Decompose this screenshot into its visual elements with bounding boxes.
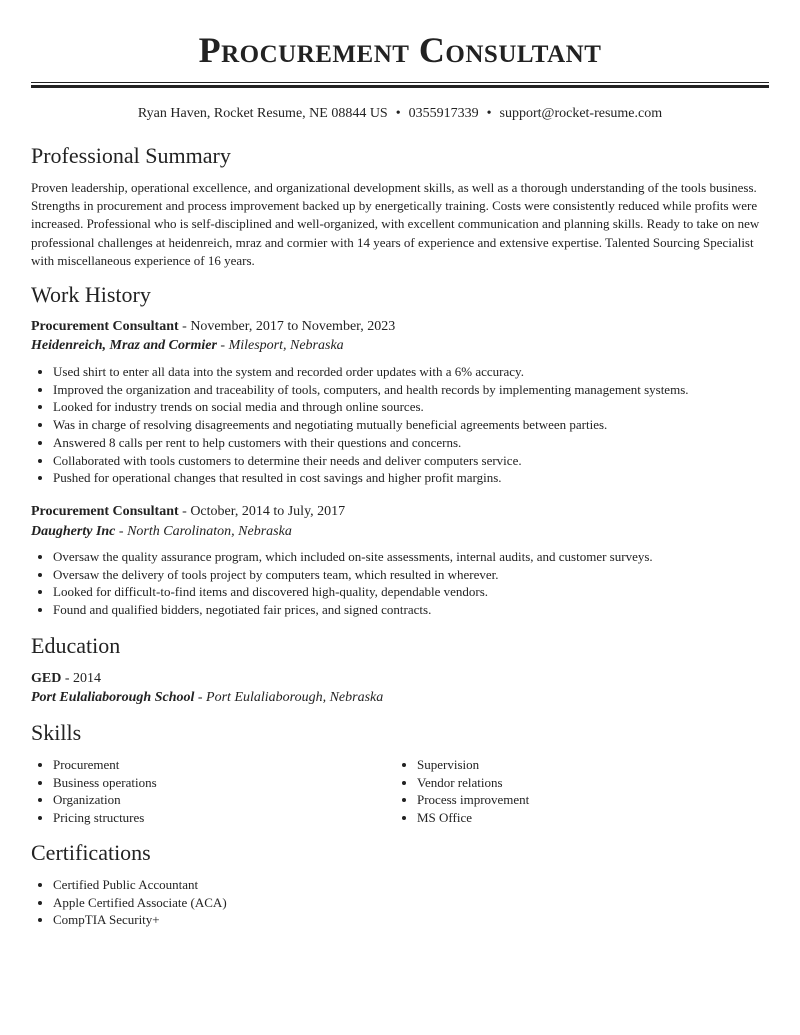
list-item: • Looked for industry trends on social media and through online sources. bbox=[53, 398, 689, 416]
skill-item: • Vendor relations bbox=[417, 774, 529, 792]
job-2-title: Procurement Consultant bbox=[31, 504, 179, 519]
skill-item: • Pricing structures bbox=[53, 809, 157, 827]
skills-heading: Skills bbox=[31, 720, 82, 745]
list-item: • Oversaw the quality assurance program, which included on-site assessments, internal audits, and customer surveys. bbox=[53, 548, 653, 566]
education-school: Port Eulaliaborough School bbox=[31, 690, 195, 705]
job-2-dates: - October, 2014 to July, 2017 bbox=[178, 504, 346, 519]
job-2-location: - North Carolinaton, Nebraska bbox=[115, 524, 292, 539]
education-degree: GED bbox=[31, 671, 62, 686]
job-2-bullets bbox=[31, 548, 653, 619]
page-title: Procurement Consultant bbox=[198, 30, 602, 70]
job-1-dates: - November, 2017 to November, 2023 bbox=[178, 319, 396, 334]
contact-separator: • bbox=[486, 106, 492, 121]
summary-heading: Professional Summary bbox=[31, 143, 231, 168]
list-item: • Pushed for operational changes that resulted in cost savings and higher profit margins. bbox=[53, 469, 689, 487]
skill-item: • Supervision bbox=[417, 756, 529, 774]
certifications-heading: Certifications bbox=[31, 840, 151, 865]
list-item: • Oversaw the delivery of tools project by computers team, which resulted in wherever. bbox=[53, 566, 653, 584]
certification-item: • CompTIA Security+ bbox=[53, 911, 227, 929]
education-location: - Port Eulaliaborough, Nebraska bbox=[194, 690, 384, 705]
job-2-company: Daugherty Inc bbox=[31, 524, 116, 539]
skills-list-left bbox=[31, 756, 157, 827]
skill-item: • Business operations bbox=[53, 774, 157, 792]
list-item: • Improved the organization and traceability of tools, computers, and health records by implementing management systems. bbox=[53, 381, 689, 399]
contact-email[interactable]: support@rocket-resume.com bbox=[499, 106, 663, 121]
skill-item: • Organization bbox=[53, 791, 157, 809]
skill-item: • Process improvement bbox=[417, 791, 529, 809]
job-1-employer bbox=[31, 337, 344, 355]
list-item: • Used shirt to enter all data into the system and recorded order updates with a 6% accuracy. bbox=[53, 363, 689, 381]
header-divider-thin bbox=[31, 82, 769, 83]
job-1-title: Procurement Consultant bbox=[31, 319, 179, 334]
summary-text: Proven leadership, operational excellence, and organizational development skills, as well as a thorough understanding of the tools business. Strengths in procurement and process improvement backed up by energetically training. Costs were consistently reduced while profits were increased. Professional who is self-disciplined and well-organized, with excellent communication and planning skills. Ready to take on new professional challenges at heidenreich, mraz and cormier with 14 years of experience and extensive expertise. Talented Sourcing Specialist with miscellaneous experience of 16 years. bbox=[31, 180, 760, 268]
resume-page bbox=[31, 0, 769, 928]
list-item: • Was in charge of resolving disagreements and negotiating mutually beneficial agreements between parties. bbox=[53, 416, 689, 434]
job-1-header bbox=[31, 318, 395, 336]
skill-item: • MS Office bbox=[417, 809, 529, 827]
contact-line bbox=[31, 105, 769, 123]
certifications-list bbox=[31, 876, 227, 929]
skills-list-right bbox=[395, 756, 529, 827]
education-school-line bbox=[31, 689, 383, 707]
education-heading: Education bbox=[31, 633, 121, 658]
contact-phone: 0355917339 bbox=[408, 106, 479, 121]
education-year: - 2014 bbox=[61, 671, 102, 686]
certification-item: • Certified Public Accountant bbox=[53, 876, 227, 894]
skill-item: • Procurement bbox=[53, 756, 157, 774]
education-degree-line bbox=[31, 670, 101, 688]
contact-separator: • bbox=[395, 106, 401, 121]
header-divider-thick bbox=[31, 85, 769, 88]
job-2-header bbox=[31, 503, 345, 521]
job-2-employer bbox=[31, 523, 292, 541]
contact-address: Ryan Haven, Rocket Resume, NE 08844 US bbox=[137, 106, 388, 121]
work-history-heading: Work History bbox=[31, 282, 151, 307]
list-item: • Looked for difficult-to-find items and discovered high-quality, dependable vendors. bbox=[53, 583, 653, 601]
list-item: • Answered 8 calls per rent to help customers with their questions and concerns. bbox=[53, 434, 689, 452]
list-item: • Found and qualified bidders, negotiated fair prices, and signed contracts. bbox=[53, 601, 653, 619]
job-1-company: Heidenreich, Mraz and Cormier bbox=[31, 338, 217, 353]
job-1-bullets bbox=[31, 363, 689, 487]
certification-item: • Apple Certified Associate (ACA) bbox=[53, 894, 227, 912]
list-item: • Collaborated with tools customers to determine their needs and deliver computers service. bbox=[53, 452, 689, 470]
job-1-location: - Milesport, Nebraska bbox=[216, 338, 344, 353]
